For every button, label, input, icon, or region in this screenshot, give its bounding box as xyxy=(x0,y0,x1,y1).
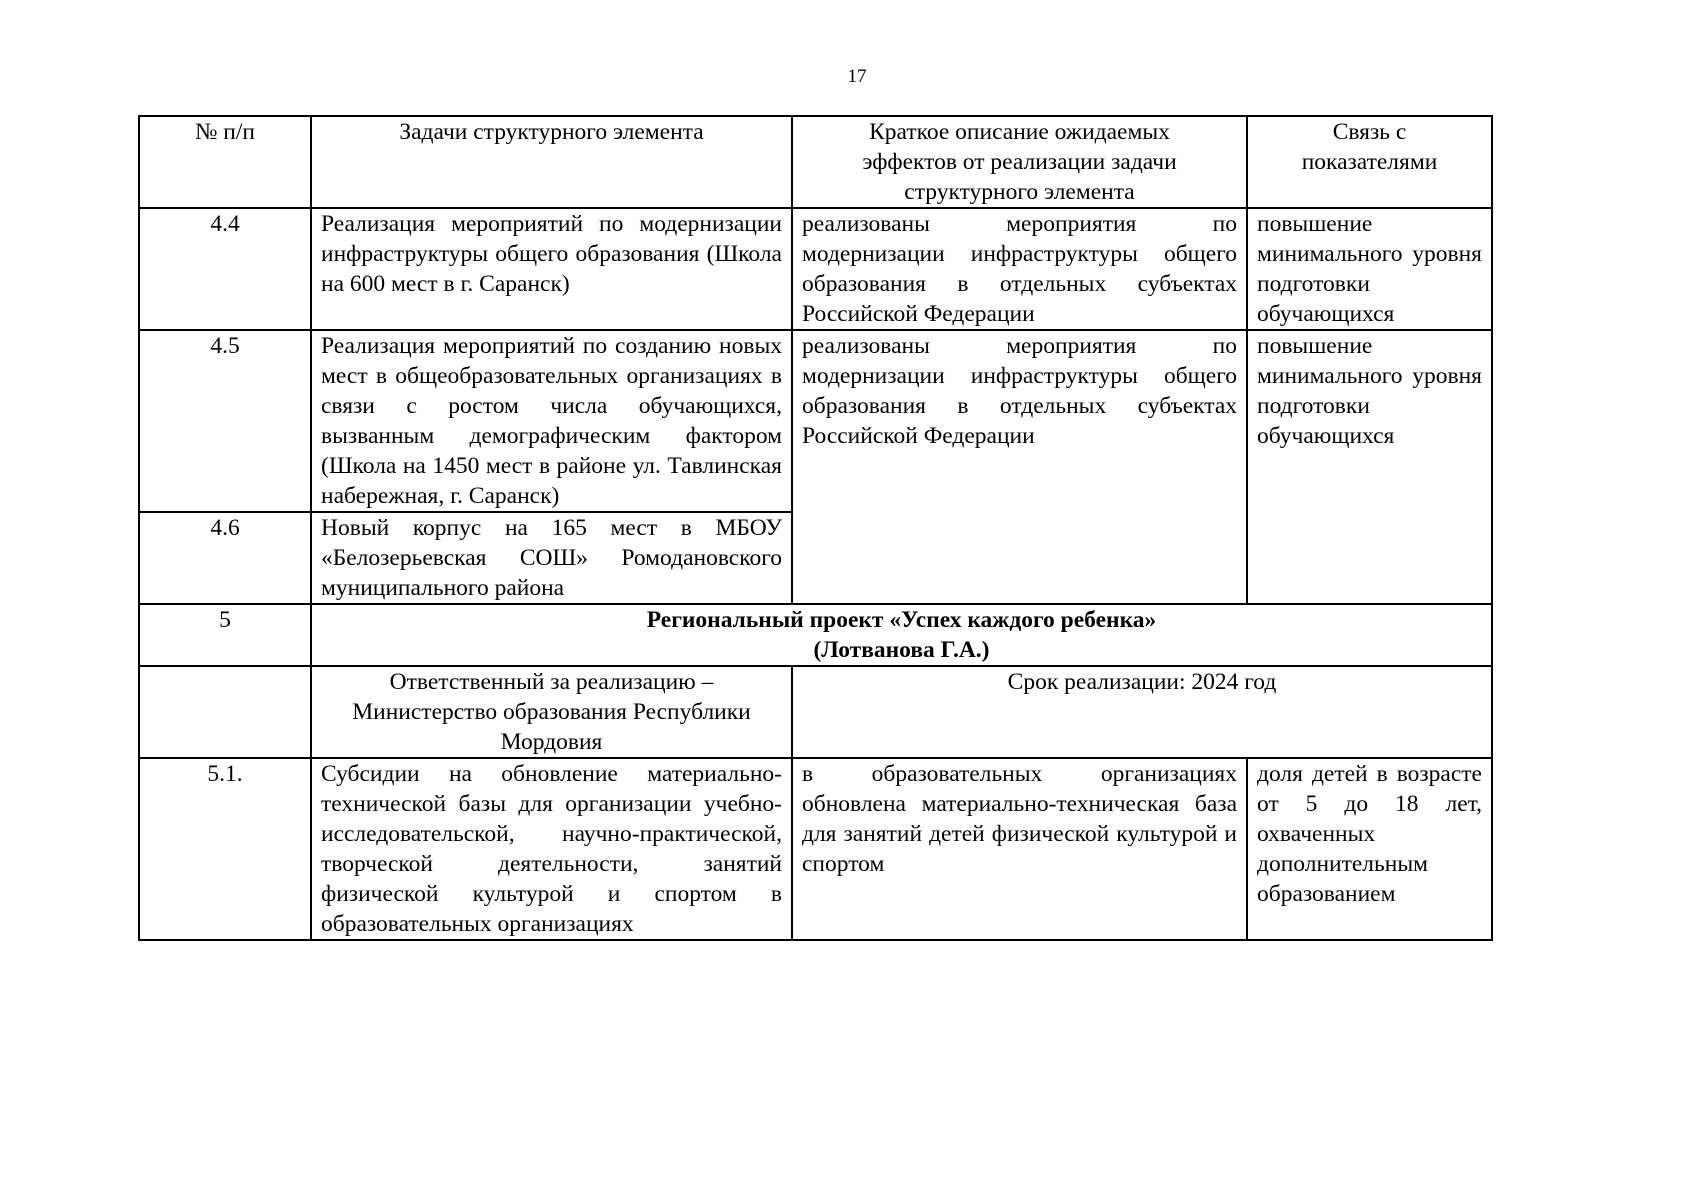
row-number: 5.1. xyxy=(139,758,311,940)
responsible-cell xyxy=(311,666,792,758)
responsible-line: Мордовия xyxy=(500,729,603,755)
header-effects-line: Краткое описание ожидаемых xyxy=(869,119,1170,145)
empty-cell xyxy=(139,666,311,758)
row-effect: реализованы мероприятия по модернизации инфраструктуры общего образования в отдельных субъектах Российской Федерации xyxy=(792,330,1247,604)
header-effects xyxy=(792,116,1247,208)
row-effect: в образовательных организациях обновлена материально-техническая база для занятий детей физической культурой и спортом xyxy=(792,758,1247,940)
responsible-row xyxy=(139,666,1492,758)
responsible-line: Ответственный за реализацию – xyxy=(389,669,714,695)
table-row xyxy=(139,330,1492,512)
project-title-line: Региональный проект «Успех каждого ребенка» xyxy=(646,607,1157,633)
row-indicator: доля детей в возрасте от 5 до 18 лет, охваченных дополнительным образованием xyxy=(1247,758,1492,940)
project-title-line: (Лотванова Г.А.) xyxy=(813,637,990,663)
row-task: Реализация мероприятий по созданию новых мест в общеобразовательных организациях в связи с ростом числа обучающихся, вызванным демографическим фактором (Школа на 1450 мест в районе ул. Тавлинская набережная, г. Саранск) xyxy=(311,330,792,512)
row-number: 5 xyxy=(139,604,311,666)
structural-elements-table xyxy=(138,115,1493,941)
header-tasks: Задачи структурного элемента xyxy=(311,116,792,208)
row-task: Новый корпус на 165 мест в МБОУ «Белозерьевская СОШ» Ромодановского муниципального района xyxy=(311,512,792,604)
row-indicator: повышение минимального уровня подготовки обучающихся xyxy=(1247,208,1492,330)
project-title xyxy=(311,604,1492,666)
table-row xyxy=(139,208,1492,330)
header-effects-line: эффектов от реализации задачи xyxy=(862,149,1177,175)
row-indicator: повышение минимального уровня подготовки обучающихся xyxy=(1247,330,1492,604)
row-number: 4.4 xyxy=(139,208,311,330)
header-indicators-line: Связь с xyxy=(1332,119,1407,145)
page-number: 17 xyxy=(847,66,867,87)
header-number: № п/п xyxy=(139,116,311,208)
header-indicators xyxy=(1247,116,1492,208)
row-task: Реализация мероприятий по модернизации инфраструктуры общего образования (Школа на 600 мест в г. Саранск) xyxy=(311,208,792,330)
table-row xyxy=(139,758,1492,940)
table-header-row xyxy=(139,116,1492,208)
header-effects-line: структурного элемента xyxy=(904,179,1135,205)
row-task: Субсидии на обновление материально-технической базы для организации учебно-исследовательской, научно-практической, творческой деятельности, занятий физической культурой и спортом в образовательных организациях xyxy=(311,758,792,940)
term-cell: Срок реализации: 2024 год xyxy=(792,666,1492,758)
header-indicators-line: показателями xyxy=(1301,149,1438,175)
row-number: 4.5 xyxy=(139,330,311,512)
project-row xyxy=(139,604,1492,666)
row-number: 4.6 xyxy=(139,512,311,604)
responsible-line: Министерство образования Республики xyxy=(352,699,751,725)
row-effect: реализованы мероприятия по модернизации инфраструктуры общего образования в отдельных субъектах Российской Федерации xyxy=(792,208,1247,330)
